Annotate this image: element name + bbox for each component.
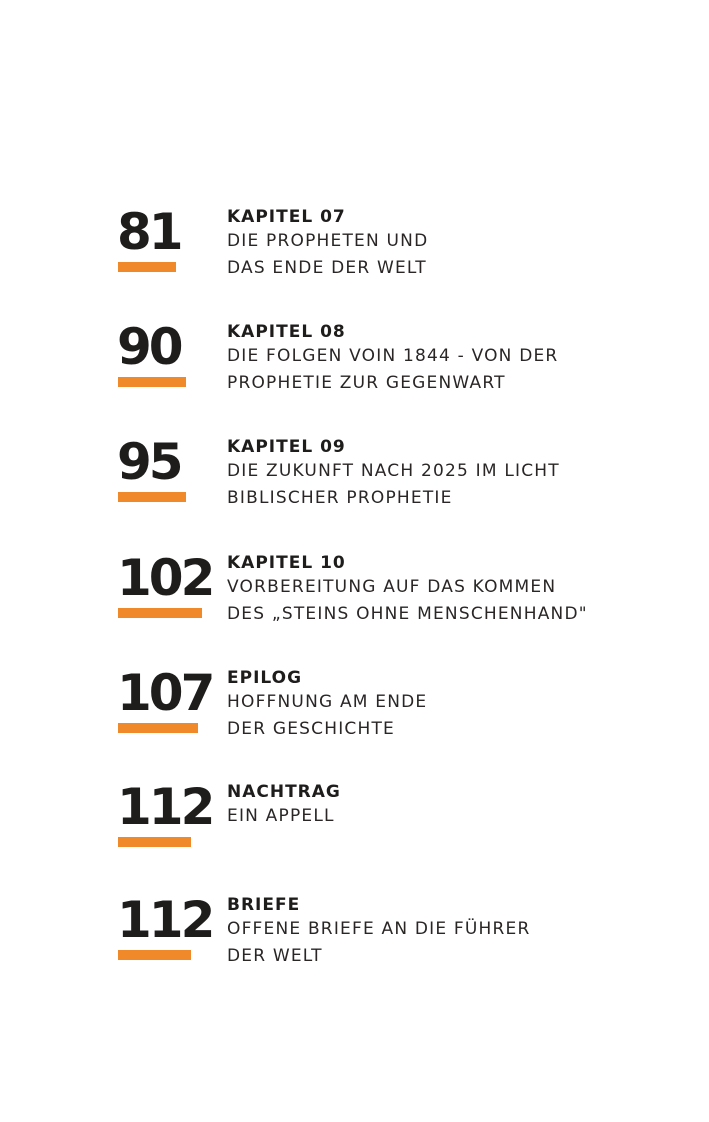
entry-title-line: DER WELT bbox=[227, 946, 323, 966]
entry-title-line: EIN APPELL bbox=[227, 806, 335, 826]
entry-title-line: VORBEREITUNG AUF DAS KOMMEN bbox=[227, 577, 557, 597]
page-number: 90 bbox=[117, 318, 181, 376]
entry-title-line: OFFENE BRIEFE AN DIE FÜHRER bbox=[227, 919, 531, 939]
toc-entry-nachtrag[interactable] bbox=[0, 778, 709, 881]
page-number-underline bbox=[118, 950, 191, 960]
entry-heading: EPILOG bbox=[227, 668, 303, 688]
entry-title-line: PROPHETIE ZUR GEGENWART bbox=[227, 373, 506, 393]
page-number-underline bbox=[118, 608, 202, 618]
page-number-underline bbox=[118, 377, 186, 387]
entry-heading: BRIEFE bbox=[227, 895, 301, 915]
page-number-underline bbox=[118, 723, 198, 733]
entry-title-line: HOFFNUNG AM ENDE bbox=[227, 692, 428, 712]
entry-title-line: DIE PROPHETEN UND bbox=[227, 231, 429, 251]
page-number-underline bbox=[118, 262, 176, 272]
page-number: 107 bbox=[117, 664, 213, 722]
toc-entry-briefe[interactable] bbox=[0, 891, 709, 994]
entry-title-line: DAS ENDE DER WELT bbox=[227, 258, 427, 278]
entry-title-line: BIBLISCHER PROPHETIE bbox=[227, 488, 453, 508]
page-number: 95 bbox=[117, 433, 181, 491]
toc-entry-epilog[interactable] bbox=[0, 664, 709, 767]
entry-heading: KAPITEL 09 bbox=[227, 437, 346, 457]
page-number-underline bbox=[118, 837, 191, 847]
page-number: 112 bbox=[117, 778, 213, 836]
entry-title-line: DES „STEINS OHNE MENSCHENHAND" bbox=[227, 604, 588, 624]
entry-heading: KAPITEL 07 bbox=[227, 207, 346, 227]
entry-heading: KAPITEL 10 bbox=[227, 553, 346, 573]
toc-entry-kapitel-10[interactable] bbox=[0, 549, 709, 652]
entry-heading: NACHTRAG bbox=[227, 782, 341, 802]
entry-heading: KAPITEL 08 bbox=[227, 322, 346, 342]
entry-title-line: DIE ZUKUNFT NACH 2025 IM LICHT bbox=[227, 461, 560, 481]
toc-entry-kapitel-08[interactable] bbox=[0, 318, 709, 421]
page-number-underline bbox=[118, 492, 186, 502]
entry-title-line: DER GESCHICHTE bbox=[227, 719, 395, 739]
toc-entry-kapitel-09[interactable] bbox=[0, 433, 709, 536]
toc-entry-kapitel-07[interactable] bbox=[0, 203, 709, 306]
page-number: 102 bbox=[117, 549, 213, 607]
page-number: 81 bbox=[117, 203, 181, 261]
entry-title-line: DIE FOLGEN VOIN 1844 - VON DER bbox=[227, 346, 559, 366]
page-number: 112 bbox=[117, 891, 213, 949]
